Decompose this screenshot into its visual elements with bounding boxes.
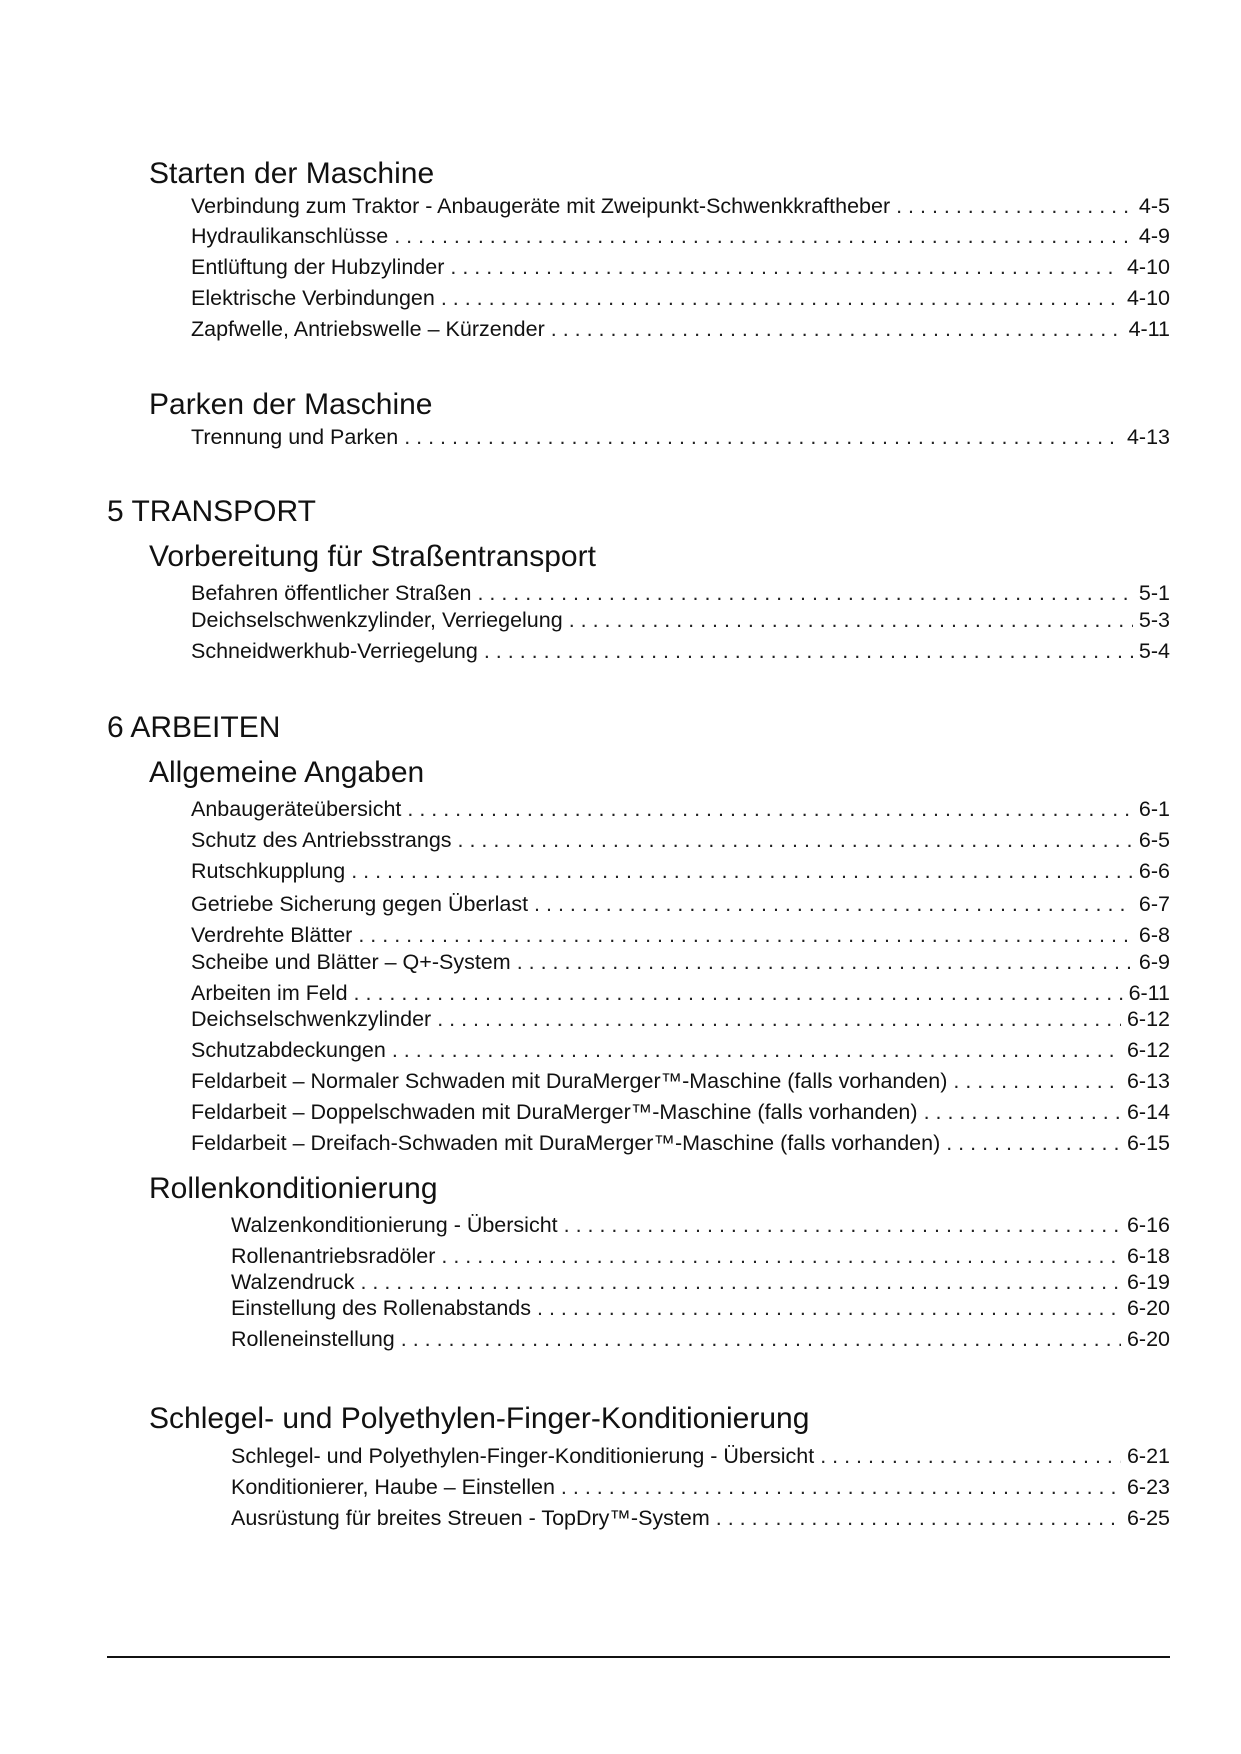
dot-leader bbox=[404, 424, 1121, 450]
section-heading: Allgemeine Angaben bbox=[149, 756, 425, 789]
dot-leader bbox=[564, 1212, 1121, 1238]
toc-entry-page: 5-1 bbox=[1138, 581, 1170, 605]
toc-entry-page: 4-10 bbox=[1126, 255, 1170, 279]
toc-entry-title: Feldarbeit – Dreifach-Schwaden mit DuraMerger™-Maschine (falls vorhanden) bbox=[191, 1131, 941, 1155]
section-heading: Parken der Maschine bbox=[149, 388, 433, 421]
section-heading: Starten der Maschine bbox=[149, 157, 435, 190]
toc-entry-page: 6-16 bbox=[1126, 1213, 1170, 1237]
section-heading: Schlegel- und Polyethylen-Finger-Konditionierung bbox=[149, 1402, 810, 1435]
dot-leader bbox=[458, 827, 1133, 853]
dot-leader bbox=[716, 1505, 1121, 1531]
toc-entry-page: 6-15 bbox=[1126, 1131, 1170, 1155]
toc-entry-page: 4-13 bbox=[1126, 425, 1170, 449]
dot-leader bbox=[394, 223, 1133, 249]
toc-entry[interactable] bbox=[191, 223, 1170, 249]
dot-leader bbox=[441, 1243, 1121, 1269]
toc-entry-title: Schneidwerkhub-Verriegelung bbox=[191, 639, 478, 663]
toc-entry[interactable] bbox=[231, 1505, 1170, 1531]
toc-entry-title: Walzenkonditionierung - Übersicht bbox=[231, 1213, 558, 1237]
toc-entry-title: Rollenantriebsradöler bbox=[231, 1244, 436, 1268]
toc-entry-title: Elektrische Verbindungen bbox=[191, 286, 435, 310]
toc-entry-page: 6-25 bbox=[1126, 1506, 1170, 1530]
toc-entry-page: 6-23 bbox=[1126, 1475, 1170, 1499]
toc-entry[interactable] bbox=[191, 949, 1170, 975]
toc-entry[interactable] bbox=[191, 424, 1170, 450]
dot-leader bbox=[484, 638, 1133, 664]
toc-entry[interactable] bbox=[191, 193, 1170, 219]
toc-entry-title: Schutz des Antriebsstrangs bbox=[191, 828, 452, 852]
toc-entry-title: Feldarbeit – Normaler Schwaden mit DuraMerger™-Maschine (falls vorhanden) bbox=[191, 1069, 948, 1093]
toc-entry-page: 6-1 bbox=[1138, 797, 1170, 821]
toc-entry-title: Verdrehte Blätter bbox=[191, 923, 353, 947]
dot-leader bbox=[551, 316, 1123, 342]
toc-entry-title: Konditionierer, Haube – Einstellen bbox=[231, 1475, 555, 1499]
dot-leader bbox=[354, 980, 1123, 1006]
toc-entry[interactable] bbox=[191, 1130, 1170, 1156]
dot-leader bbox=[534, 891, 1133, 917]
toc-entry-page: 6-18 bbox=[1126, 1244, 1170, 1268]
dot-leader bbox=[953, 1068, 1121, 1094]
toc-entry-page: 4-11 bbox=[1128, 317, 1170, 341]
toc-entry-title: Hydraulikanschlüsse bbox=[191, 224, 389, 248]
toc-entry[interactable] bbox=[191, 580, 1170, 606]
toc-entry-page: 5-4 bbox=[1138, 639, 1170, 663]
toc-entry-page: 4-10 bbox=[1126, 286, 1170, 310]
toc-entry-title: Walzendruck bbox=[231, 1270, 355, 1294]
toc-entry[interactable] bbox=[191, 891, 1170, 917]
toc-entry-title: Einstellung des Rollenabstands bbox=[231, 1296, 532, 1320]
toc-entry[interactable] bbox=[231, 1243, 1170, 1269]
toc-entry-title: Feldarbeit – Doppelschwaden mit DuraMerger™-Maschine (falls vorhanden) bbox=[191, 1100, 918, 1124]
toc-entry-title: Rolleneinstellung bbox=[231, 1327, 395, 1351]
dot-leader bbox=[946, 1130, 1121, 1156]
toc-entry[interactable] bbox=[191, 1068, 1170, 1094]
toc-entry[interactable] bbox=[231, 1295, 1170, 1321]
chapter-heading: 5 TRANSPORT bbox=[107, 495, 316, 528]
toc-entry-page: 6-6 bbox=[1138, 859, 1170, 883]
toc-entry-page: 6-20 bbox=[1126, 1296, 1170, 1320]
toc-entry-page: 6-19 bbox=[1126, 1270, 1170, 1294]
toc-entry[interactable] bbox=[191, 922, 1170, 948]
dot-leader bbox=[437, 1006, 1121, 1032]
toc-entry-page: 6-14 bbox=[1126, 1100, 1170, 1124]
dot-leader bbox=[820, 1443, 1121, 1469]
dot-leader bbox=[924, 1099, 1121, 1125]
toc-entry-title: Verbindung zum Traktor - Anbaugeräte mit Zweipunkt-Schwenkkraftheber bbox=[191, 194, 891, 218]
toc-entry-page: 6-21 bbox=[1126, 1444, 1170, 1468]
toc-entry[interactable] bbox=[191, 1037, 1170, 1063]
toc-entry[interactable] bbox=[191, 858, 1170, 884]
dot-leader bbox=[401, 1326, 1121, 1352]
dot-leader bbox=[392, 1037, 1121, 1063]
toc-entry-title: Anbaugeräteübersicht bbox=[191, 797, 402, 821]
toc-entry-page: 6-12 bbox=[1126, 1007, 1170, 1031]
dot-leader bbox=[569, 607, 1133, 633]
toc-entry-page: 6-9 bbox=[1138, 950, 1170, 974]
toc-entry-title: Entlüftung der Hubzylinder bbox=[191, 255, 445, 279]
dot-leader bbox=[351, 858, 1133, 884]
toc-entry-page: 6-12 bbox=[1126, 1038, 1170, 1062]
toc-entry[interactable] bbox=[191, 638, 1170, 664]
dot-leader bbox=[517, 949, 1133, 975]
dot-leader bbox=[537, 1295, 1121, 1321]
toc-entry-page: 4-5 bbox=[1138, 194, 1170, 218]
toc-entry[interactable] bbox=[231, 1326, 1170, 1352]
toc-entry-title: Getriebe Sicherung gegen Überlast bbox=[191, 892, 529, 916]
toc-entry-title: Ausrüstung für breites Streuen - TopDry™-System bbox=[231, 1506, 710, 1530]
toc-entry-title: Schlegel- und Polyethylen-Finger-Konditionierung - Übersicht bbox=[231, 1444, 815, 1468]
chapter-heading: 6 ARBEITEN bbox=[107, 711, 281, 744]
toc-entry[interactable] bbox=[191, 980, 1170, 1006]
toc-entry-page: 5-3 bbox=[1138, 608, 1170, 632]
toc-entry-title: Deichselschwenkzylinder, Verriegelung bbox=[191, 608, 563, 632]
toc-entry[interactable] bbox=[191, 607, 1170, 633]
dot-leader bbox=[358, 922, 1133, 948]
toc-entry-page: 6-8 bbox=[1138, 923, 1170, 947]
toc-entry-title: Zapfwelle, Antriebswelle – Kürzender bbox=[191, 317, 545, 341]
toc-entry-title: Befahren öffentlicher Straßen bbox=[191, 581, 472, 605]
dot-leader bbox=[477, 580, 1132, 606]
toc-entry-title: Scheibe und Blätter – Q+-System bbox=[191, 950, 511, 974]
toc-entry-page: 6-13 bbox=[1126, 1069, 1170, 1093]
dot-leader bbox=[896, 193, 1133, 219]
toc-entry-title: Schutzabdeckungen bbox=[191, 1038, 386, 1062]
toc-entry[interactable] bbox=[191, 285, 1170, 311]
toc-entry[interactable] bbox=[191, 1006, 1170, 1032]
footer-rule bbox=[107, 1656, 1170, 1658]
toc-entry-page: 6-7 bbox=[1138, 892, 1170, 916]
toc-entry[interactable] bbox=[231, 1443, 1170, 1469]
section-heading: Rollenkonditionierung bbox=[149, 1172, 438, 1205]
toc-entry-page: 6-20 bbox=[1126, 1327, 1170, 1351]
toc-entry[interactable] bbox=[191, 316, 1170, 342]
dot-leader bbox=[360, 1269, 1120, 1295]
toc-entry-title: Arbeiten im Feld bbox=[191, 981, 348, 1005]
section-heading: Vorbereitung für Straßentransport bbox=[149, 540, 596, 573]
toc-entry-title: Rutschkupplung bbox=[191, 859, 346, 883]
toc-entry-page: 6-5 bbox=[1138, 828, 1170, 852]
toc-entry[interactable] bbox=[191, 1099, 1170, 1125]
toc-entry-page: 6-11 bbox=[1128, 981, 1170, 1005]
toc-entry-title: Trennung und Parken bbox=[191, 425, 399, 449]
dot-leader bbox=[450, 254, 1121, 280]
toc-entry-page: 4-9 bbox=[1138, 224, 1170, 248]
dot-leader bbox=[561, 1474, 1121, 1500]
toc-entry[interactable] bbox=[191, 254, 1170, 280]
toc-entry[interactable] bbox=[191, 827, 1170, 853]
toc-entry[interactable] bbox=[231, 1269, 1170, 1295]
toc-entry[interactable] bbox=[231, 1212, 1170, 1238]
dot-leader bbox=[441, 285, 1121, 311]
dot-leader bbox=[407, 796, 1133, 822]
toc-entry[interactable] bbox=[191, 796, 1170, 822]
toc-entry[interactable] bbox=[231, 1474, 1170, 1500]
toc-entry-title: Deichselschwenkzylinder bbox=[191, 1007, 432, 1031]
